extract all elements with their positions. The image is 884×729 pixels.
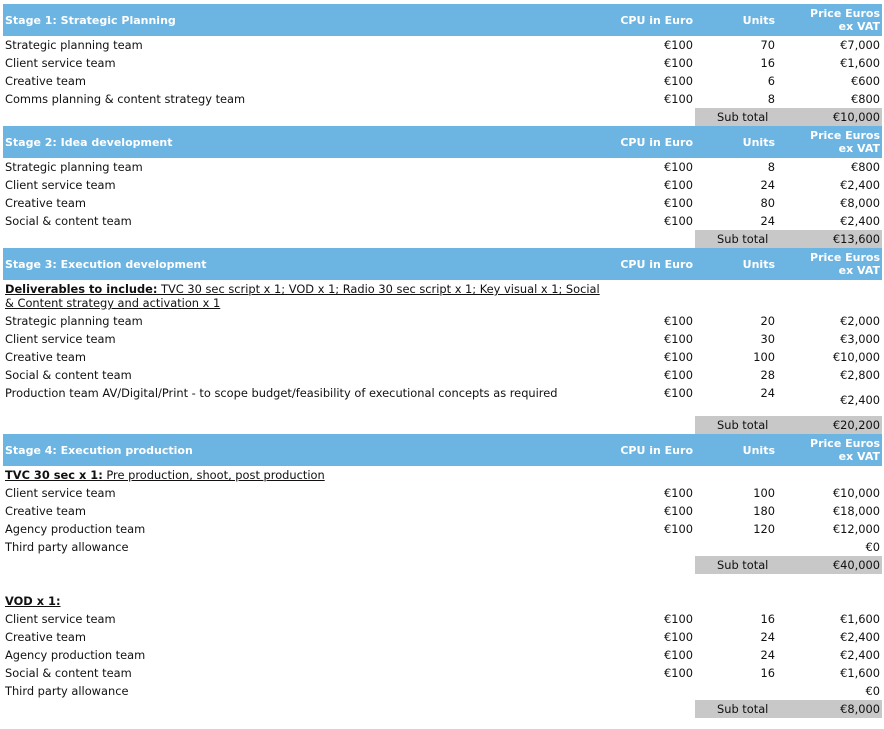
row-price: €2,000: [840, 314, 880, 328]
row-units: 28: [760, 368, 775, 382]
row-price: €600: [851, 74, 880, 88]
row-label: Social & content team: [5, 666, 132, 680]
units-column-header: Units: [742, 258, 775, 271]
subtotal-row: [3, 556, 882, 574]
row-label: Creative team: [5, 504, 86, 518]
table-row: [3, 348, 882, 366]
row-label: Third party allowance: [5, 540, 129, 554]
table-row: [3, 646, 882, 664]
row-units: 16: [760, 56, 775, 70]
row-label: Social & content team: [5, 368, 132, 382]
price-column-header: Price Euros ex VAT: [810, 251, 880, 277]
row-units: 70: [760, 38, 775, 52]
row-cpu: €100: [664, 38, 693, 52]
row-price: €8,000: [840, 196, 880, 210]
row-units: 30: [760, 332, 775, 346]
row-price: €2,800: [840, 368, 880, 382]
row-price: €10,000: [832, 486, 880, 500]
row-cpu: €100: [664, 368, 693, 382]
row-units: 24: [760, 648, 775, 662]
row-units: 6: [767, 74, 775, 88]
subtotal-value: €20,200: [832, 418, 880, 432]
row-label: Agency production team: [5, 648, 146, 662]
row-units: 100: [753, 486, 775, 500]
table-row: [3, 384, 882, 416]
row-cpu: €100: [664, 386, 693, 400]
units-column-header: Units: [742, 444, 775, 457]
row-label: Social & content team: [5, 214, 132, 228]
subtotal-row: [3, 108, 882, 126]
row-cpu: €100: [664, 612, 693, 626]
row-price: €2,400: [840, 214, 880, 228]
table-row: [3, 484, 882, 502]
row-units: 8: [767, 160, 775, 174]
row-label: Client service team: [5, 332, 116, 346]
row-price: €1,600: [840, 666, 880, 680]
table-row: [3, 538, 882, 556]
table-row: [3, 72, 882, 90]
cpu-column-header: CPU in Euro: [620, 14, 693, 27]
row-label: Comms planning & content strategy team: [5, 92, 246, 106]
table-row: [3, 664, 882, 682]
vod-heading: [3, 592, 882, 610]
row-label: Creative team: [5, 74, 86, 88]
row-cpu: €100: [664, 486, 693, 500]
subtotal-value: €40,000: [832, 558, 880, 572]
cpu-column-header: CPU in Euro: [620, 444, 693, 457]
row-price: €0: [865, 540, 880, 554]
cpu-column-header: CPU in Euro: [620, 136, 693, 149]
row-price: €12,000: [832, 522, 880, 536]
table-row: [3, 312, 882, 330]
row-cpu: €100: [664, 214, 693, 228]
row-units: 24: [760, 386, 775, 400]
row-units: 16: [760, 612, 775, 626]
row-cpu: €100: [664, 630, 693, 644]
row-price: €0: [865, 684, 880, 698]
row-units: 180: [753, 504, 775, 518]
row-units: 24: [760, 630, 775, 644]
stage-title: Stage 1: Strategic Planning: [5, 14, 176, 27]
row-cpu: €100: [664, 56, 693, 70]
row-label: Agency production team: [5, 522, 146, 536]
row-price: €1,600: [840, 612, 880, 626]
row-units: 120: [753, 522, 775, 536]
row-label: Third party allowance: [5, 684, 129, 698]
deliverables-note: [3, 280, 882, 312]
budget-sheet: [3, 4, 882, 718]
row-price: €2,400: [840, 648, 880, 662]
row-label: Client service team: [5, 612, 116, 626]
row-units: 100: [753, 350, 775, 364]
units-column-header: Units: [742, 136, 775, 149]
row-label: Client service team: [5, 56, 116, 70]
table-row: [3, 502, 882, 520]
row-cpu: €100: [664, 160, 693, 174]
table-row: [3, 628, 882, 646]
price-column-header: Price Euros ex VAT: [810, 7, 880, 33]
table-row: [3, 194, 882, 212]
row-label: Strategic planning team: [5, 160, 143, 174]
row-units: 8: [767, 92, 775, 106]
stage-1-header: [3, 4, 882, 36]
row-units: 80: [760, 196, 775, 210]
stage-2-header: [3, 126, 882, 158]
row-cpu: €100: [664, 504, 693, 518]
row-units: 16: [760, 666, 775, 680]
row-label: Production team AV/Digital/Print - to scope budget/feasibility of executional concepts as required: [5, 386, 558, 400]
row-price: €2,400: [840, 178, 880, 192]
row-cpu: €100: [664, 196, 693, 210]
subtotal-row: [3, 700, 882, 718]
subtotal-label: Sub total: [717, 702, 769, 716]
subtotal-label: Sub total: [717, 418, 769, 432]
units-column-header: Units: [742, 14, 775, 27]
subtotal-row: [3, 230, 882, 248]
subtotal-value: €10,000: [832, 110, 880, 124]
tvc-heading: [3, 466, 882, 484]
row-units: 24: [760, 214, 775, 228]
row-price: €800: [851, 160, 880, 174]
table-row: [3, 610, 882, 628]
row-cpu: €100: [664, 74, 693, 88]
stage-title: Stage 3: Execution development: [5, 258, 207, 271]
row-units: 20: [760, 314, 775, 328]
subtotal-label: Sub total: [717, 232, 769, 246]
table-row: [3, 54, 882, 72]
deliverables-text: TVC 30 sec script x 1; VOD x 1; Radio 30 sec script x 1; Key visual x 1; Social & Content strategy and activation x 1: [5, 282, 600, 310]
price-column-header: Price Euros ex VAT: [810, 437, 880, 463]
row-price: €3,000: [840, 332, 880, 346]
row-cpu: €100: [664, 522, 693, 536]
table-row: [3, 158, 882, 176]
row-cpu: €100: [664, 332, 693, 346]
subtotal-value: €13,600: [832, 232, 880, 246]
row-cpu: €100: [664, 314, 693, 328]
subtotal-value: €8,000: [840, 702, 880, 716]
table-row: [3, 520, 882, 538]
table-row: [3, 212, 882, 230]
row-label: Client service team: [5, 178, 116, 192]
tvc-heading-text: Pre production, shoot, post production: [102, 468, 325, 482]
stage-title: Stage 4: Execution production: [5, 444, 193, 457]
row-units: 24: [760, 178, 775, 192]
row-label: Creative team: [5, 196, 86, 210]
cpu-column-header: CPU in Euro: [620, 258, 693, 271]
subtotal-label: Sub total: [717, 110, 769, 124]
row-cpu: €100: [664, 648, 693, 662]
row-cpu: €100: [664, 92, 693, 106]
subtotal-label: Sub total: [717, 558, 769, 572]
row-label: Client service team: [5, 486, 116, 500]
row-label: Strategic planning team: [5, 38, 143, 52]
stage-4-header: [3, 434, 882, 466]
price-column-header: Price Euros ex VAT: [810, 129, 880, 155]
row-price: €7,000: [840, 38, 880, 52]
row-label: Creative team: [5, 350, 86, 364]
row-cpu: €100: [664, 178, 693, 192]
vod-heading-bold: VOD x 1:: [5, 594, 61, 608]
row-price: €2,400: [840, 630, 880, 644]
row-cpu: €100: [664, 666, 693, 680]
table-row: [3, 90, 882, 108]
subtotal-row: [3, 416, 882, 434]
stage-3-header: [3, 248, 882, 280]
table-row: [3, 682, 882, 700]
row-price: €10,000: [832, 350, 880, 364]
table-row: [3, 366, 882, 384]
row-price: €2,400: [840, 393, 880, 407]
tvc-heading-bold: TVC 30 sec x 1:: [5, 468, 103, 482]
table-row: [3, 176, 882, 194]
table-row: [3, 330, 882, 348]
row-label: Creative team: [5, 630, 86, 644]
row-price: €1,600: [840, 56, 880, 70]
stage-title: Stage 2: Idea development: [5, 136, 173, 149]
row-label: Strategic planning team: [5, 314, 143, 328]
table-row: [3, 36, 882, 54]
deliverables-heading: Deliverables to include:: [5, 282, 158, 296]
row-price: €800: [851, 92, 880, 106]
spacer: [3, 574, 882, 592]
row-cpu: €100: [664, 350, 693, 364]
row-price: €18,000: [832, 504, 880, 518]
